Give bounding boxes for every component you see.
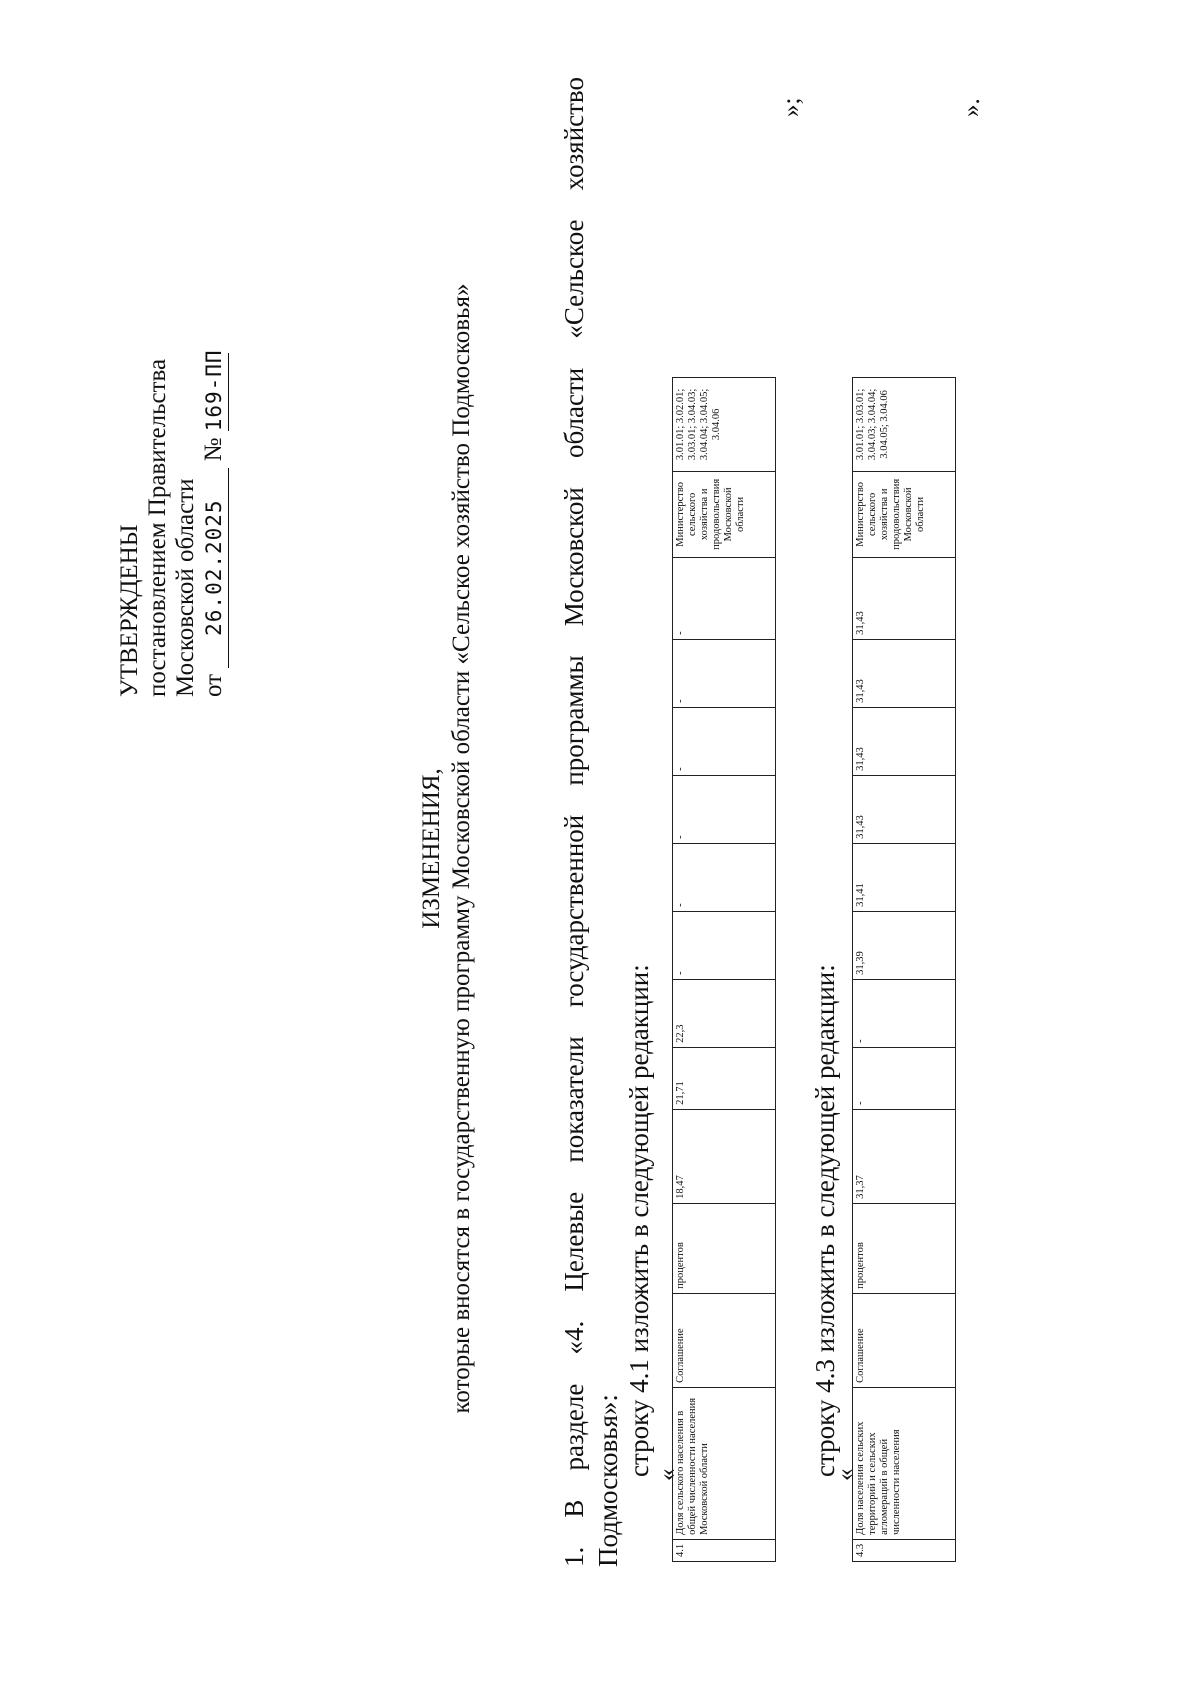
- row-4-3-instruction: строку 4.3 изложить в следующей редакции:: [810, 964, 840, 1477]
- open-quote: «: [832, 1468, 859, 1481]
- approval-heading: УТВЕРЖДЕНЫ: [116, 524, 143, 697]
- activity-codes: 3.01.01; 3.03.01; 3.04.03; 3.04.04; 3.04.05; 3.04.06: [853, 377, 956, 471]
- value-cell: -: [673, 911, 776, 979]
- value-cell: 31,43: [853, 557, 956, 639]
- value-cell: 31,41: [853, 843, 956, 911]
- value-cell: 31,43: [853, 707, 956, 775]
- approval-date: 26.02.2025: [200, 468, 229, 668]
- row-4-1-instruction: строку 4.1 изложить в следующей редакции:: [624, 964, 654, 1477]
- from-label: от: [200, 673, 227, 697]
- number-label: №: [200, 437, 227, 462]
- row-number: 4.3: [853, 1539, 956, 1561]
- value-cell: -: [673, 775, 776, 843]
- approval-by-line: постановлением Правительства: [144, 358, 171, 697]
- indicator-name: Доля населения сельских территорий и сельских агломераций в общей численности населения: [853, 1387, 956, 1539]
- approval-date-number-line: [200, 349, 229, 697]
- value-cell: -: [853, 979, 956, 1047]
- value-cell: 31,43: [853, 639, 956, 707]
- row-number: 4.1: [673, 1539, 776, 1561]
- document-title: ИЗМЕНЕНИЯ,: [418, 768, 445, 929]
- table-row: [853, 377, 956, 1561]
- close-quote: »;: [778, 97, 805, 117]
- paragraph-1-line-2: Подмосковья»:: [593, 1394, 623, 1567]
- indicator-unit: процентов: [853, 1203, 956, 1293]
- activity-codes: 3.01.01; 3.02.01; 3.03.01; 3.04.03; 3.04.04; 3.04.05; 3.04.06: [673, 377, 776, 471]
- value-cell: -: [673, 639, 776, 707]
- close-quote: ».: [958, 98, 985, 117]
- value-cell: -: [673, 707, 776, 775]
- value-cell: -: [673, 843, 776, 911]
- indicator-table-row-4-1: [672, 377, 776, 1562]
- responsible-body: Министерство сельского хозяйства и продовольствия Московской области: [853, 471, 956, 557]
- value-cell: -: [673, 557, 776, 639]
- indicator-table-row-4-3: [852, 377, 956, 1562]
- value-cell: 22,3: [673, 979, 776, 1047]
- open-quote: «: [654, 1468, 681, 1481]
- approval-number: 169-ПП: [200, 353, 229, 431]
- document-subtitle: которые вносятся в государственную программу Московской области «Сельское хозяйство Подмосковья»: [448, 283, 475, 1414]
- approval-region-line: Московской области: [172, 478, 199, 697]
- table-row: [673, 377, 776, 1561]
- value-cell: 18,47: [673, 1109, 776, 1203]
- value-cell: -: [853, 1047, 956, 1109]
- paragraph-1-line-1: 1. В разделе «4. Целевые показатели государственной программы Московской области «Сельское хозяйство: [559, 77, 589, 1567]
- approval-stamp: [116, 349, 229, 697]
- value-cell: 31,39: [853, 911, 956, 979]
- indicator-unit: процентов: [673, 1203, 776, 1293]
- value-cell: 31,43: [853, 775, 956, 843]
- indicator-type: Соглашение: [673, 1293, 776, 1387]
- value-cell: 31,37: [853, 1109, 956, 1203]
- indicator-name: Доля сельского населения в общей численности населения Московской области: [673, 1387, 776, 1539]
- responsible-body: Министерство сельского хозяйства и продовольствия Московской области: [673, 471, 776, 557]
- indicator-type: Соглашение: [853, 1293, 956, 1387]
- value-cell: 21,71: [673, 1047, 776, 1109]
